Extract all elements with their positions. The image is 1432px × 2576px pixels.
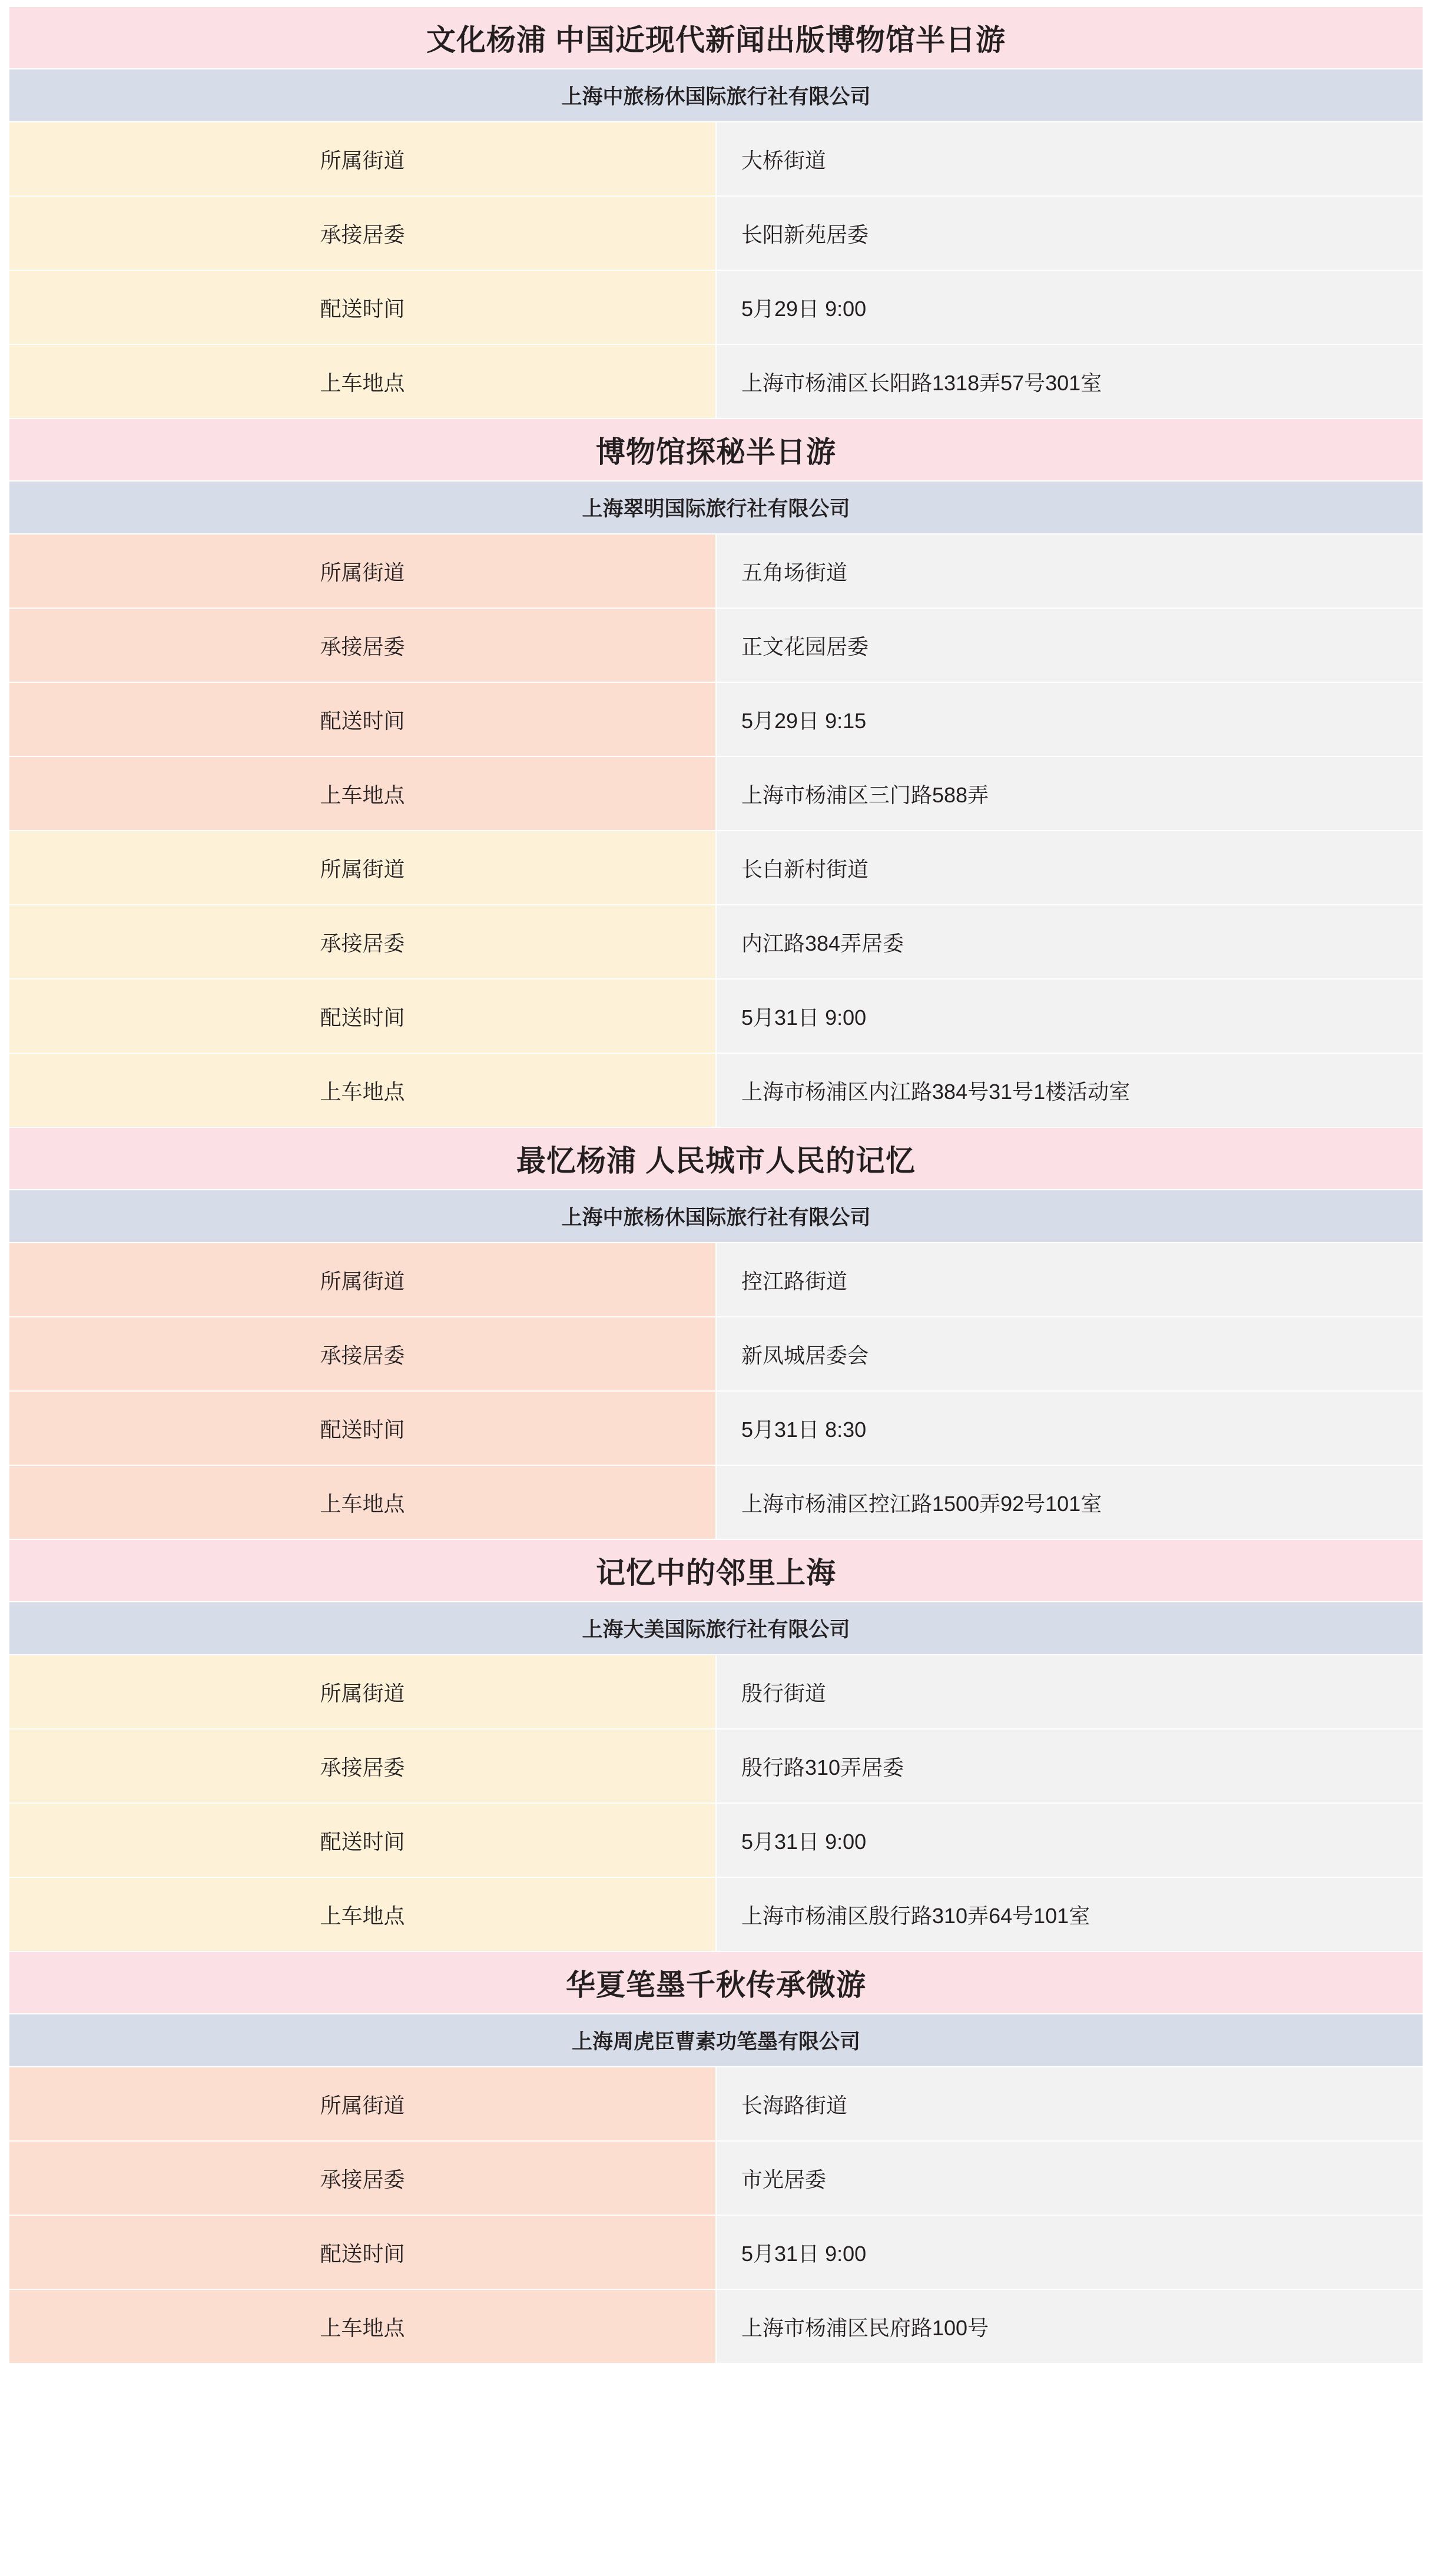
row-value-pickup: 上海市杨浦区控江路1500弄92号101室 [716, 1465, 1423, 1539]
row-value-street: 大桥街道 [716, 122, 1423, 196]
row-label-time: 配送时间 [9, 682, 716, 756]
section-title-row [9, 1951, 1423, 2014]
table-row [9, 122, 1423, 196]
row-value-pickup: 上海市杨浦区长阳路1318弄57号301室 [716, 344, 1423, 419]
table-row [9, 608, 1423, 682]
table-row [9, 756, 1423, 831]
table-row [9, 534, 1423, 608]
section-title: 最忆杨浦 人民城市人民的记忆 [9, 1127, 1423, 1190]
row-value-time: 5月31日 9:00 [716, 2215, 1423, 2289]
row-value-time: 5月31日 8:30 [716, 1391, 1423, 1465]
table-row [9, 1243, 1423, 1317]
section-title: 记忆中的邻里上海 [9, 1539, 1423, 1602]
table-body [9, 6, 1423, 2363]
row-value-street: 殷行街道 [716, 1655, 1423, 1729]
row-value-pickup: 上海市杨浦区民府路100号 [716, 2289, 1423, 2363]
row-label-pickup: 上车地点 [9, 1465, 716, 1539]
row-label-committee: 承接居委 [9, 608, 716, 682]
row-value-pickup: 上海市杨浦区三门路588弄 [716, 756, 1423, 831]
table-row [9, 979, 1423, 1053]
section-agency: 上海周虎臣曹素功笔墨有限公司 [9, 2014, 1423, 2067]
row-value-committee: 正文花园居委 [716, 608, 1423, 682]
section-agency: 上海中旅杨休国际旅行社有限公司 [9, 69, 1423, 122]
table-row [9, 196, 1423, 270]
table-row [9, 1877, 1423, 1951]
row-label-time: 配送时间 [9, 979, 716, 1053]
row-value-time: 5月29日 9:00 [716, 270, 1423, 344]
section-title: 文化杨浦 中国近现代新闻出版博物馆半日游 [9, 6, 1423, 69]
table-row [9, 682, 1423, 756]
row-value-street: 控江路街道 [716, 1243, 1423, 1317]
table-row [9, 1803, 1423, 1877]
row-label-pickup: 上车地点 [9, 2289, 716, 2363]
row-label-street: 所属街道 [9, 122, 716, 196]
section-title-row [9, 419, 1423, 481]
section-title-row [9, 1127, 1423, 1190]
table-row [9, 831, 1423, 905]
row-value-committee: 新凤城居委会 [716, 1317, 1423, 1391]
section-agency: 上海翠明国际旅行社有限公司 [9, 481, 1423, 534]
row-value-committee: 内江路384弄居委 [716, 905, 1423, 979]
row-label-committee: 承接居委 [9, 1729, 716, 1803]
row-value-time: 5月31日 9:00 [716, 1803, 1423, 1877]
section-agency-row [9, 69, 1423, 122]
section-title-row [9, 1539, 1423, 1602]
table-row [9, 2067, 1423, 2141]
section-title: 博物馆探秘半日游 [9, 419, 1423, 481]
row-value-pickup: 上海市杨浦区内江路384号31号1楼活动室 [716, 1053, 1423, 1127]
table-row [9, 344, 1423, 419]
table-row [9, 1317, 1423, 1391]
row-value-committee: 长阳新苑居委 [716, 196, 1423, 270]
row-label-street: 所属街道 [9, 831, 716, 905]
row-value-street: 五角场街道 [716, 534, 1423, 608]
section-agency-row [9, 1190, 1423, 1243]
table-row [9, 905, 1423, 979]
section-agency-row [9, 1602, 1423, 1655]
row-label-pickup: 上车地点 [9, 1877, 716, 1951]
row-label-pickup: 上车地点 [9, 756, 716, 831]
row-label-pickup: 上车地点 [9, 344, 716, 419]
row-label-pickup: 上车地点 [9, 1053, 716, 1127]
section-agency-row [9, 2014, 1423, 2067]
row-label-time: 配送时间 [9, 1803, 716, 1877]
row-value-time: 5月29日 9:15 [716, 682, 1423, 756]
table-row [9, 1465, 1423, 1539]
row-label-time: 配送时间 [9, 270, 716, 344]
row-value-committee: 殷行路310弄居委 [716, 1729, 1423, 1803]
row-label-committee: 承接居委 [9, 196, 716, 270]
section-agency: 上海大美国际旅行社有限公司 [9, 1602, 1423, 1655]
row-value-committee: 市光居委 [716, 2141, 1423, 2215]
table-row [9, 2141, 1423, 2215]
row-label-street: 所属街道 [9, 1243, 716, 1317]
row-label-time: 配送时间 [9, 1391, 716, 1465]
row-label-time: 配送时间 [9, 2215, 716, 2289]
table-row [9, 1391, 1423, 1465]
row-label-street: 所属街道 [9, 2067, 716, 2141]
section-agency-row [9, 481, 1423, 534]
section-title-row [9, 6, 1423, 69]
section-agency: 上海中旅杨休国际旅行社有限公司 [9, 1190, 1423, 1243]
section-title: 华夏笔墨千秋传承微游 [9, 1951, 1423, 2014]
table-row [9, 1729, 1423, 1803]
tour-schedule-table [8, 6, 1424, 2364]
row-label-street: 所属街道 [9, 1655, 716, 1729]
table-row [9, 2215, 1423, 2289]
row-label-street: 所属街道 [9, 534, 716, 608]
row-value-pickup: 上海市杨浦区殷行路310弄64号101室 [716, 1877, 1423, 1951]
table-row [9, 1655, 1423, 1729]
row-label-committee: 承接居委 [9, 1317, 716, 1391]
row-label-committee: 承接居委 [9, 905, 716, 979]
row-value-street: 长白新村街道 [716, 831, 1423, 905]
row-label-committee: 承接居委 [9, 2141, 716, 2215]
row-value-time: 5月31日 9:00 [716, 979, 1423, 1053]
table-row [9, 270, 1423, 344]
table-row [9, 1053, 1423, 1127]
row-value-street: 长海路街道 [716, 2067, 1423, 2141]
table-row [9, 2289, 1423, 2363]
